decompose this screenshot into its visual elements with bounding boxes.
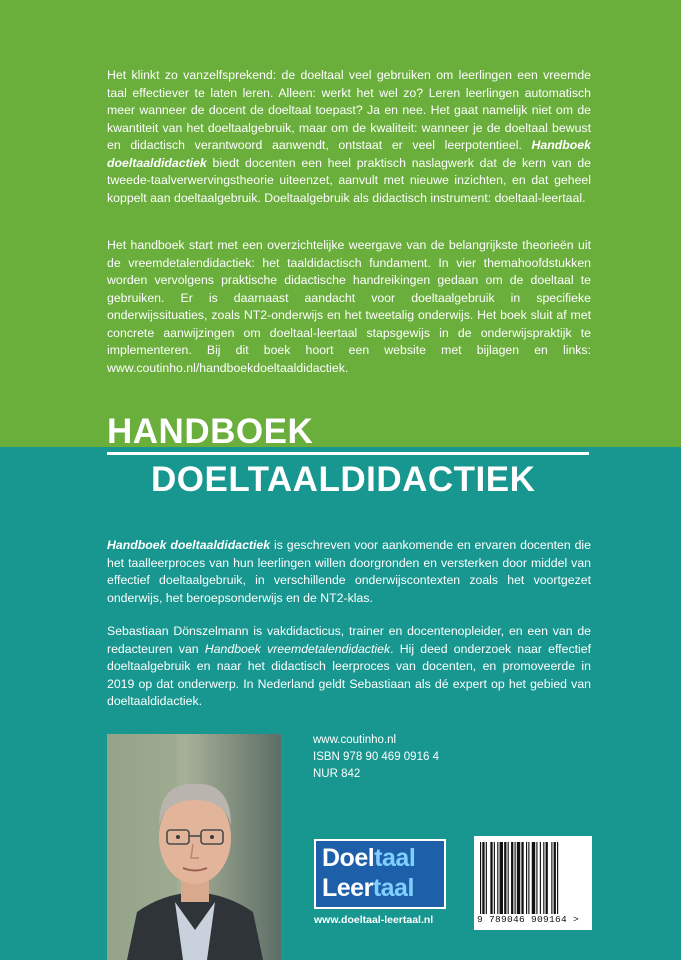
related-book-title: Handboek vreemdetalendidactiek — [204, 641, 391, 656]
isbn-number: ISBN 978 90 469 0916 4 — [313, 751, 439, 763]
publisher-website: www.coutinho.nl — [313, 734, 397, 746]
barcode-bar — [521, 842, 523, 914]
barcode-bar — [526, 842, 527, 914]
title-line-1: HANDBOEK — [107, 412, 314, 451]
bio-text: Sebastiaan Dönszelmann is vakdidacticus, trainer en docentenopleider, en een van de redacteuren van — [107, 624, 591, 656]
barcode-bar — [500, 842, 503, 914]
barcode-bar — [482, 842, 484, 914]
bio-text: . Hij deed onderzoek naar effectief doeltaalgebruik en naar het didactisch leerproces van docenten, en promoveerde in 2019 op dat onderwerp. In Nederland geldt Sebastiaan als dé expert op het gebied van doeltaaldidactiek. — [107, 641, 591, 708]
book-title-inline: Handboek doeltaaldidactiek — [107, 538, 271, 552]
blurb-paragraph-3 — [107, 537, 591, 607]
barcode-bar — [551, 842, 552, 914]
barcode-bar — [497, 842, 498, 914]
blurb-paragraph-2: Het handboek start met een overzichtelijke weergave van de belangrijkste theorieën uit de vreemdetalendidactiek: het taaldidactisch fundament. In vier themahoofdstukken worden vervolgens praktische didactische handreikingen gedaan om de doeltaal te gebruiken. Er is daarnaast aandacht voor doeltaalgebruik in specifieke onderwijssituaties, zoals NT2-onderwijs en het tweetalig onderwijs. Het boek sluit af met concrete aanwijzingen om doeltaal-leertaal stapsgewijs in de onderwijspraktijk te implementeren. Bij dit boek hoort een website met bijlagen en links: www.coutinho.nl/handboekdoeltaaldidactiek. — [107, 238, 591, 375]
logo-line-2: Leertaal — [322, 874, 414, 902]
barcode-bar — [504, 842, 506, 914]
logo-website: www.doeltaal-leertaal.nl — [314, 914, 434, 926]
barcode-bar — [486, 842, 487, 914]
barcode-bars — [480, 842, 586, 914]
blurb-text: biedt docenten een heel praktisch naslagwerk dat de kern van de tweede-taalverwervingstheorie uiteenzet, aanvult met nieuwe inzichten, en dat geheel koppelt aan doeltaalgebruik. Doeltaalgebruik als didactisch instrument: doeltaal-leertaal. — [107, 155, 591, 205]
logo-line-1: Doeltaal — [322, 844, 416, 872]
barcode-bar — [494, 842, 495, 914]
author-photo — [107, 734, 281, 960]
barcode-bar — [490, 842, 492, 914]
author-bio — [107, 623, 591, 711]
barcode-bar — [508, 842, 509, 914]
barcode-bar — [543, 842, 544, 914]
barcode-bar — [528, 842, 529, 914]
blurb-paragraph-1 — [107, 67, 591, 207]
barcode-bar — [554, 842, 556, 914]
barcode-bar — [557, 842, 558, 914]
title-divider — [107, 452, 589, 455]
barcode-bar — [532, 842, 535, 914]
book-title-inline: Handboek doeltaaldidactiek — [107, 138, 591, 170]
title-line-2: DOELTAALDIDACTIEK — [151, 460, 536, 499]
doeltaal-leertaal-logo — [314, 839, 446, 909]
nur-code: NUR 842 — [313, 768, 361, 780]
barcode-bar — [540, 842, 541, 914]
publisher-info — [313, 732, 439, 783]
barcode-bar — [480, 842, 481, 914]
barcode-bar — [517, 842, 520, 914]
blurb-text: is geschreven voor aankomende en ervaren docenten die het taalleerproces van hun leerlingen willen doorgronden en versterken door middel van effectief doeltaalgebruik, in verschillende onderwijscontexten zoals het voortgezet onderwijs, het beroepsonderwijs en de NT2-klas. — [107, 538, 591, 605]
blurb-text: Het klinkt zo vanzelfsprekend: de doeltaal veel gebruiken om leerlingen een vreemde taal effectiever te laten leren. Alleen: werkt het wel zo? Leren leerlingen automatisch meer wanneer de docent de doeltaal toepast? Ja en nee. Het gaat namelijk niet om de kwantiteit van het doeltaalgebruik, maar om de kwaliteit: wanneer je de doeltaal bewust en didactisch verantwoord aanwendt, ontstaat er veel leerpotentieel. — [107, 68, 591, 152]
barcode-bar — [546, 842, 548, 914]
barcode-bar — [536, 842, 537, 914]
barcode-bar — [511, 842, 513, 914]
barcode-digits: 9 789046 909164 > — [477, 914, 580, 925]
barcode-bar — [515, 842, 516, 914]
